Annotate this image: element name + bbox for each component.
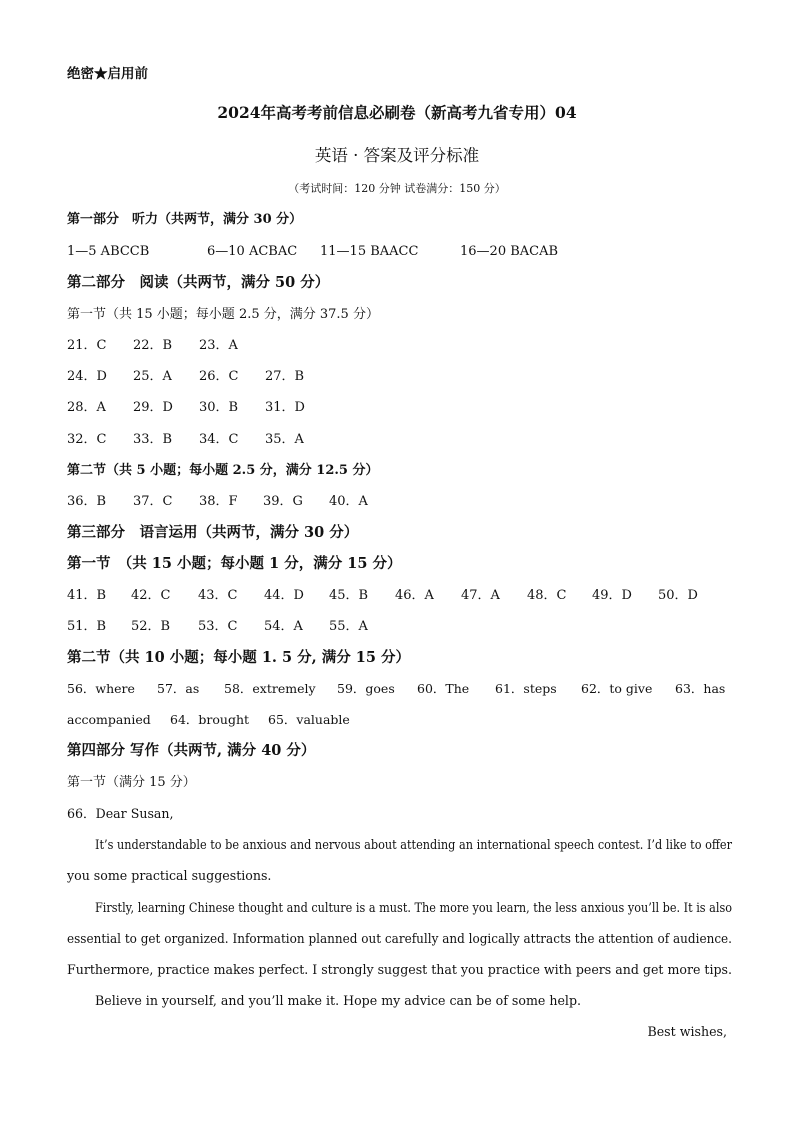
answer-item: 31．D [265,400,305,415]
letter-line: essential to get organized. Information planned out carefully and logically attracts the attention of audience. [67,931,732,946]
part1-heading: 第一部分 听力（共两节，满分 30 分） [67,212,303,227]
answer-item: 46．A [395,588,434,603]
answer-item: 43．C [198,588,238,603]
answer-item: 30．B [199,400,239,415]
letter-closing: Best wishes, [647,1024,727,1039]
answer-group: 1—5 ABCCB [67,244,150,259]
part2-heading: 第二部分 阅读（共两节，满分 50 分） [67,274,330,291]
answer-item: 51．B [67,619,107,634]
confidential-label: 绝密★启用前 [67,66,148,82]
answer-item: 37．C [133,494,173,509]
part3-heading: 第三部分 语言运用（共两节，满分 30 分） [67,524,359,541]
answer-item: 49．D [592,588,632,603]
answer-item: 55．A [329,619,368,634]
answer-item: 24．D [67,369,107,384]
answer-item: 35．A [265,432,304,447]
part3-section2-heading: 第二节（共 10 小题；每小题 1. 5 分, 满分 15 分） [67,649,411,666]
answer-item: 42．C [131,588,171,603]
part4-heading: 第四部分 写作（共两节, 满分 40 分） [67,742,316,759]
answer-item: 36．B [67,494,107,509]
answer-item: 26．C [199,369,239,384]
page-title: 2024年高考考前信息必刷卷（新高考九省专用）04 [217,103,577,122]
answer-group: 11—15 BAACC [320,244,419,259]
answer-item: 47．A [461,588,500,603]
exam-info: （考试时间：120 分钟 试卷满分：150 分） [288,182,506,195]
answer-item: 63．has [675,681,726,696]
answer-item: 39．G [263,494,303,509]
letter-line: Furthermore, practice makes perfect. I strongly suggest that you practice with peers and get more tips. [67,962,732,977]
answer-item: 48．C [527,588,567,603]
answer-item: 45．B [329,588,369,603]
part2-section2-heading: 第二节（共 5 小题；每小题 2.5 分，满分 12.5 分） [67,463,379,478]
answer-item: 29．D [133,400,173,415]
answer-group: 6—10 ACBAC [207,244,298,259]
answer-group: 16—20 BACAB [460,244,559,259]
answer-item: 64．brought [170,712,250,727]
answer-item: 62．to give [581,681,653,696]
answer-item: 41．B [67,588,107,603]
answer-item: 22．B [133,338,173,353]
answer-item: 50．D [658,588,698,603]
answer-item: 56．where [67,681,135,696]
part4-section1-heading: 第一节（满分 15 分） [67,775,196,790]
answer-item: 58．extremely [224,681,316,696]
answer-item: 54．A [264,619,303,634]
letter-line: Firstly, learning Chinese thought and culture is a must. The more you learn, the less anxious you’ll be. It is also [95,900,732,915]
answer-item: 38．F [199,494,238,509]
answer-item: 44．D [264,588,304,603]
answer-item: 32．C [67,432,107,447]
answer-item: 60．The [417,681,470,696]
part2-section1-heading: 第一节（共 15 小题；每小题 2.5 分，满分 37.5 分） [67,307,379,322]
answer-item: 25．A [133,369,172,384]
letter-salutation: 66．Dear Susan, [67,806,174,821]
page-subtitle: 英语 · 答案及评分标准 [314,146,480,165]
answer-item: 33．B [133,432,173,447]
letter-line: Believe in yourself, and you’ll make it. Hope my advice can be of some help. [95,993,582,1008]
letter-line: It’s understandable to be anxious and nervous about attending an international speech contest. I’d like to offer [95,837,732,852]
answer-item: 52．B [131,619,171,634]
answer-item: 23．A [199,338,238,353]
answer-item: 34．C [199,432,239,447]
letter-line: you some practical suggestions. [67,868,272,883]
answer-item: 57．as [157,681,200,696]
answer-item: 53．C [198,619,238,634]
answer-item: 40．A [329,494,368,509]
answer-item: 28．A [67,400,106,415]
answer-item: 27．B [265,369,305,384]
answer-item: 61．steps [495,681,557,696]
answer-item: 59．goes [337,681,395,696]
part3-section1-heading: 第一节 （共 15 小题；每小题 1 分，满分 15 分） [67,555,402,572]
answer-item: 65．valuable [268,712,350,727]
answer-item: 21．C [67,338,107,353]
answer-item: accompanied [67,712,151,727]
